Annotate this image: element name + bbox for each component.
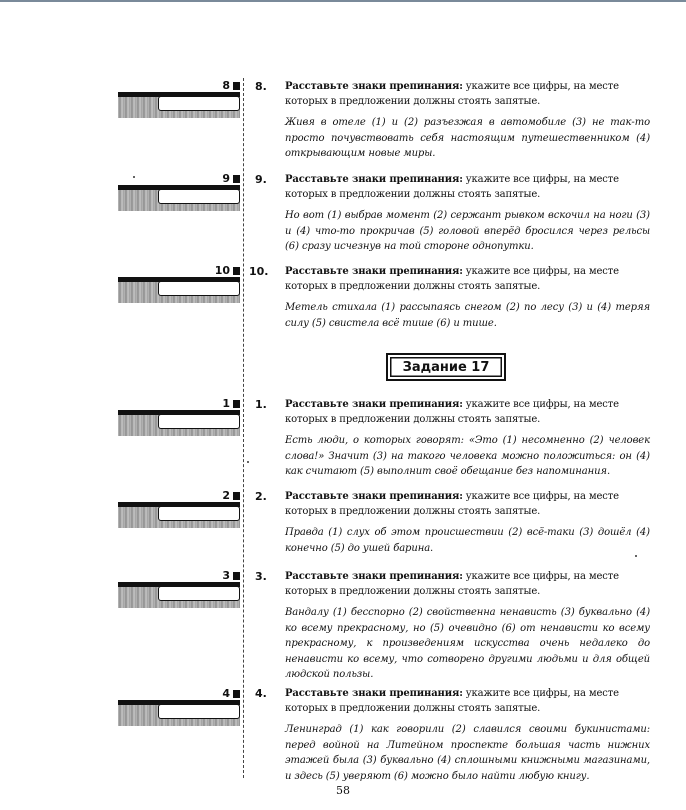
instruction-text: укажите все цифры, на месте которых в предложении должны стоять запятые. xyxy=(285,399,619,425)
instruction-bold: Расставьте знаки препинания: xyxy=(285,491,463,502)
answer-label: 9 xyxy=(222,172,230,185)
scan-speck xyxy=(247,461,249,463)
answer-input[interactable] xyxy=(158,281,240,296)
instruction-text: укажите все цифры, на месте которых в предложении должны стоять запятые. xyxy=(285,491,619,517)
answer-input[interactable] xyxy=(158,506,240,521)
task-number: 3. xyxy=(255,570,267,583)
task-3 xyxy=(255,569,650,683)
answer-marker xyxy=(233,690,240,698)
task-number: 1. xyxy=(255,398,267,411)
task-instruction xyxy=(285,489,650,519)
task-number: 8. xyxy=(255,80,267,93)
answer-label: 3 xyxy=(222,569,230,582)
answer-marker xyxy=(233,400,240,408)
answer-label: 4 xyxy=(222,687,230,700)
top-border-line xyxy=(0,0,686,2)
instruction-text: укажите все цифры, на месте которых в предложении должны стоять запятые. xyxy=(285,688,619,714)
instruction-text: укажите все цифры, на месте которых в предложении должны стоять запятые. xyxy=(285,174,619,200)
instruction-bold: Расставьте знаки препинания: xyxy=(285,81,463,92)
task-sentence: Живя в отеле (1) и (2) разъезжая в автомобиле (3) не так-то просто почувствовать себя настоящим путешественником (4) открывающим новые миры. xyxy=(285,117,650,159)
task-sentence: Метель стихала (1) рассыпаясь снегом (2) по лесу (3) и (4) теряя силу (5) свистела всё тише (6) и тише. xyxy=(285,302,650,329)
task-number: 4. xyxy=(255,687,267,700)
answer-marker xyxy=(233,492,240,500)
instruction-text: укажите все цифры, на месте которых в предложении должны стоять запятые. xyxy=(285,81,619,107)
task-sentence: Ленинград (1) как говорили (2) славился своими букинистами: перед войной на Литейном проспекте большая часть нижних этажей была (3) буквально (4) сплошными книжными магазинами, и здесь (5) уверяют (6) можно было найти любую книгу. xyxy=(285,724,650,782)
answer-input[interactable] xyxy=(158,96,240,111)
task-instruction xyxy=(285,397,650,427)
answer-marker xyxy=(233,82,240,90)
instruction-bold: Расставьте знаки препинания: xyxy=(285,571,463,582)
answer-label: 8 xyxy=(222,79,230,92)
instruction-bold: Расставьте знаки препинания: xyxy=(285,688,463,699)
task-instruction xyxy=(285,264,650,294)
instruction-text: укажите все цифры, на месте которых в предложении должны стоять запятые. xyxy=(285,266,619,292)
instruction-text: укажите все цифры, на месте которых в предложении должны стоять запятые. xyxy=(285,571,619,597)
task-instruction xyxy=(285,686,650,716)
task-sentence: Есть люди, о которых говорят: «Это (1) несомненно (2) человек слова!» Значит (3) на такого человека можно положиться: он (4) как считают (5) выполнит своё обещание без напоминания. xyxy=(285,435,650,477)
task-9 xyxy=(255,172,650,255)
margin-divider xyxy=(243,78,244,778)
answer-marker xyxy=(233,267,240,275)
task-sentence: Вандалу (1) бесспорно (2) свойственна ненависть (3) буквально (4) ко всему прекрасному, но (5) очевидно (6) от ненависти ко всему прекрасному, к произведениям искусства очень недалеко до ненависти ко всему, что сотворено другими людьми и для общей людской пользы. xyxy=(285,607,650,680)
task-4 xyxy=(255,686,650,784)
task-instruction xyxy=(285,569,650,599)
task-8 xyxy=(255,79,650,162)
task-instruction xyxy=(285,172,650,202)
answer-marker xyxy=(233,175,240,183)
task-number: 10. xyxy=(249,265,269,278)
answer-label: 2 xyxy=(222,489,230,502)
task-instruction xyxy=(285,79,650,109)
section-title: Задание 17 xyxy=(386,353,506,381)
instruction-bold: Расставьте знаки препинания: xyxy=(285,174,463,185)
instruction-bold: Расставьте знаки препинания: xyxy=(285,399,463,410)
task-2 xyxy=(255,489,650,556)
scan-speck xyxy=(133,176,135,178)
task-number: 9. xyxy=(255,173,267,186)
task-number: 2. xyxy=(255,490,267,503)
scan-speck xyxy=(635,555,637,557)
answer-input[interactable] xyxy=(158,704,240,719)
task-1 xyxy=(255,397,650,480)
answer-input[interactable] xyxy=(158,414,240,429)
answer-input[interactable] xyxy=(158,189,240,204)
answer-marker xyxy=(233,572,240,580)
answer-input[interactable] xyxy=(158,586,240,601)
task-sentence: Правда (1) слух об этом происшествии (2) всё-таки (3) дошёл (4) конечно (5) до ушей барина. xyxy=(285,527,650,554)
instruction-bold: Расставьте знаки препинания: xyxy=(285,266,463,277)
answer-label: 1 xyxy=(222,397,230,410)
answer-label: 10 xyxy=(214,264,230,277)
task-sentence: Но вот (1) выбрав момент (2) сержант рывком вскочил на ноги (3) и (4) что-то прокричав (5) головой вперёд бросился через рельсы (6) сразу исчезнув на той стороне однопутки. xyxy=(285,210,650,252)
page-number: 58 xyxy=(336,784,350,797)
task-10 xyxy=(249,264,650,331)
